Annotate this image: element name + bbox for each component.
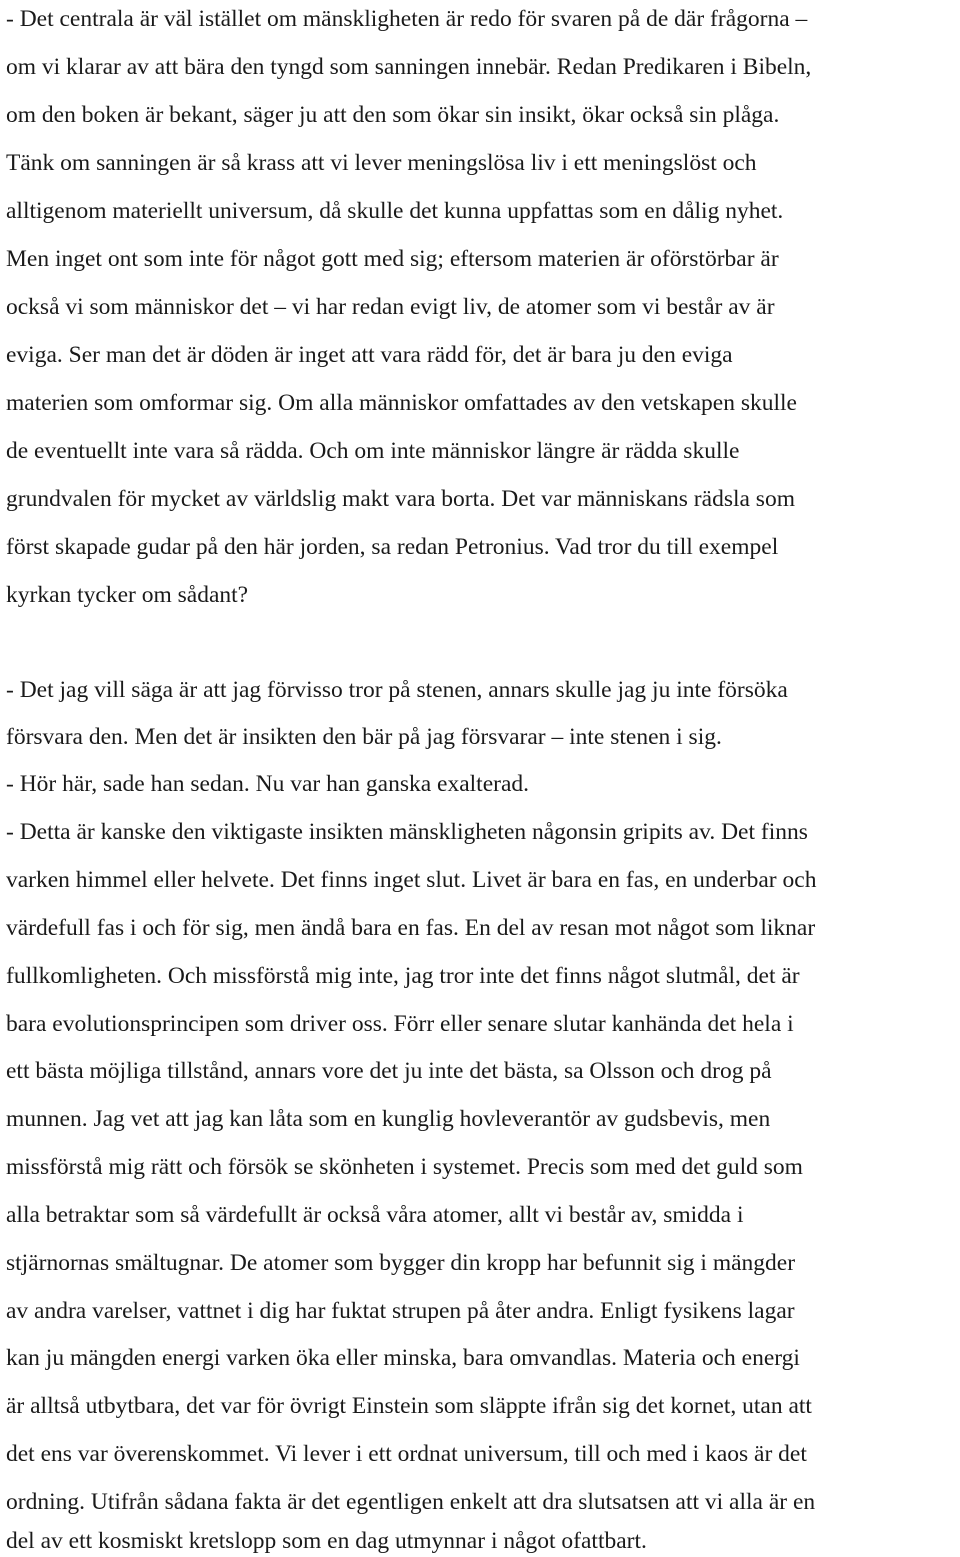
text-line: kyrkan tycker om sådant? (6, 582, 249, 608)
text-line: - Detta är kanske den viktigaste insikten mänskligheten någonsin gripits av. Det finns (6, 819, 808, 845)
text-line: grundvalen för mycket av världslig makt vara borta. Det var människans rädsla som (6, 486, 795, 512)
text-line: Tänk om sanningen är så krass att vi lever meningslösa liv i ett meningslöst och (6, 150, 757, 176)
text-line: materien som omformar sig. Om alla människor omfattades av den vetskapen skulle (6, 390, 797, 416)
text-line: varken himmel eller helvete. Det finns inget slut. Livet är bara en fas, en underbar och (6, 867, 817, 893)
text-line: värdefull fas i och för sig, men ändå bara en fas. En del av resan mot något som liknar (6, 915, 816, 941)
text-line: ett bästa möjliga tillstånd, annars vore det ju inte det bästa, sa Olsson och drog på (6, 1058, 772, 1084)
text-line: missförstå mig rätt och försök se skönheten i systemet. Precis som med det guld som (6, 1154, 803, 1180)
text-line: - Det centrala är väl istället om mänskligheten är redo för svaren på de där frågorna – (6, 6, 808, 32)
text-line: alla betraktar som så värdefullt är också våra atomer, allt vi består av, smidda i (6, 1202, 744, 1228)
text-line: ordning. Utifrån sådana fakta är det egentligen enkelt att dra slutsatsen att vi alla är en (6, 1489, 816, 1515)
text-line: först skapade gudar på den här jorden, sa redan Petronius. Vad tror du till exempel (6, 534, 779, 560)
text-line: - Det jag vill säga är att jag förvisso tror på stenen, annars skulle jag ju inte försöka (6, 677, 788, 703)
text-line: också vi som människor det – vi har redan evigt liv, de atomer som vi består av är (6, 294, 775, 320)
text-line: de eventuellt inte vara så rädda. Och om inte människor längre är rädda skulle (6, 438, 740, 464)
text-line: bara evolutionsprincipen som driver oss. Förr eller senare slutar kanhända det hela i (6, 1011, 794, 1037)
text-line: är alltså utbytbara, det var för övrigt Einstein som släppte ifrån sig det kornet, utan att (6, 1393, 812, 1419)
text-line: alltigenom materiellt universum, då skulle det kunna uppfattas som en dålig nyhet. (6, 198, 784, 224)
text-line: del av ett kosmiskt kretslopp som en dag utmynnar i något ofattbart. (6, 1528, 647, 1554)
text-line: det ens var överenskommet. Vi lever i ett ordnat universum, till och med i kaos är det (6, 1441, 807, 1467)
text-line: fullkomligheten. Och missförstå mig inte, jag tror inte det finns något slutmål, det är (6, 963, 800, 989)
text-line: Men inget ont som inte för något gott med sig; eftersom materien är oförstörbar är (6, 246, 779, 272)
text-line: försvara den. Men det är insikten den bär på jag försvarar – inte stenen i sig. (6, 724, 722, 750)
text-line: kan ju mängden energi varken öka eller minska, bara omvandlas. Materia och energi (6, 1345, 800, 1371)
text-line: om den boken är bekant, säger ju att den som ökar sin insikt, ökar också sin plåga. (6, 102, 780, 128)
text-line: munnen. Jag vet att jag kan låta som en kunglig hovleverantör av gudsbevis, men (6, 1106, 771, 1132)
text-line: av andra varelser, vattnet i dig har fuktat strupen på åter andra. Enligt fysikens lagar (6, 1298, 795, 1324)
text-line: eviga. Ser man det är döden är inget att vara rädd för, det är bara ju den eviga (6, 342, 733, 368)
text-line: - Hör här, sade han sedan. Nu var han ganska exalterad. (6, 771, 530, 797)
text-line: stjärnornas smältugnar. De atomer som bygger din kropp har befunnit sig i mängder (6, 1250, 796, 1276)
text-line: om vi klarar av att bära den tyngd som sanningen innebär. Redan Predikaren i Bibeln, (6, 54, 812, 80)
